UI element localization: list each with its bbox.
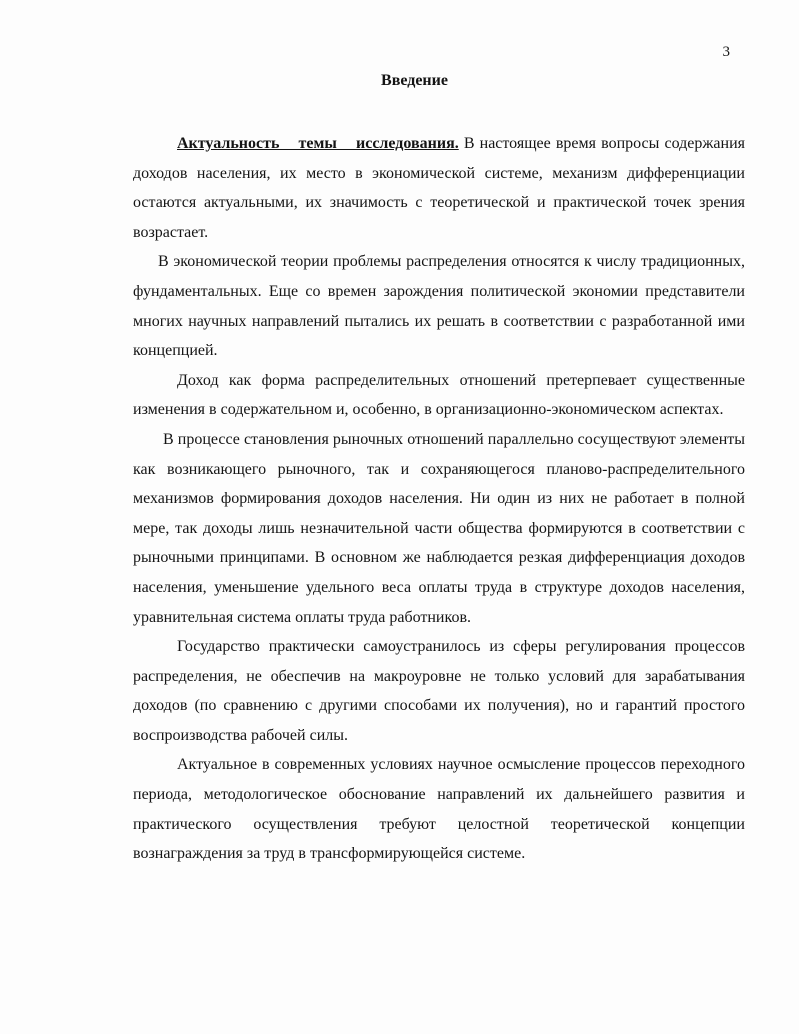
page-number: 3 — [722, 44, 730, 60]
section-title: Введение — [381, 72, 448, 89]
paragraph: В экономической теории проблемы распределения относятся к числу традиционных, фундаментальных. Еще со времен зарождения политической экономии представители многих научных направлений пытались их решать в соответствии с разработанной ими концепцией. — [133, 253, 745, 360]
paragraph: Актуальное в современных условиях научное осмысление процессов переходного периода, методологическое обоснование направлений их дальнейшего развития и практического осуществления требуют целостной теоретической концепции вознаграждения за труд в трансформирующейся системе. — [133, 756, 745, 863]
paragraph: В процессе становления рыночных отношений параллельно сосуществуют элементы как возникающего рыночного, так и сохраняющегося планово-распределительного механизмов формирования доходов населения. Ни один из них не работает в полной мере, так доходы лишь незначительной части общества формируются в соответствии с рыночными принципами. В основном же наблюдается резкая дифференциация доходов населения, уменьшение удельного веса оплаты труда в структуре доходов населения, уравнительная система оплаты труда работников. — [133, 430, 745, 626]
body-text — [133, 129, 745, 869]
paragraph: Государство практически самоустранилось из сферы регулирования процессов распределения, не обеспечив на макроуровне не только условий для зарабатывания доходов (по сравнению с другими способами их получения), но и гарантий простого воспроизводства рабочей силы. — [133, 638, 745, 744]
paragraph-relevance — [133, 129, 745, 247]
paragraph: Доход как форма распределительных отношений претерпевает существенные изменения в содержательном и, особенно, в организационно-экономическом аспектах. — [133, 371, 745, 419]
paragraph-text: В настоящее время вопросы содержания доходов населения, их место в экономической системе, механизм дифференциации остаются актуальными, их значимость с теоретической и практической точек зрения возрастает. — [133, 135, 746, 241]
paragraph-lead-heading: Актуальность темы исследования. — [177, 135, 459, 152]
